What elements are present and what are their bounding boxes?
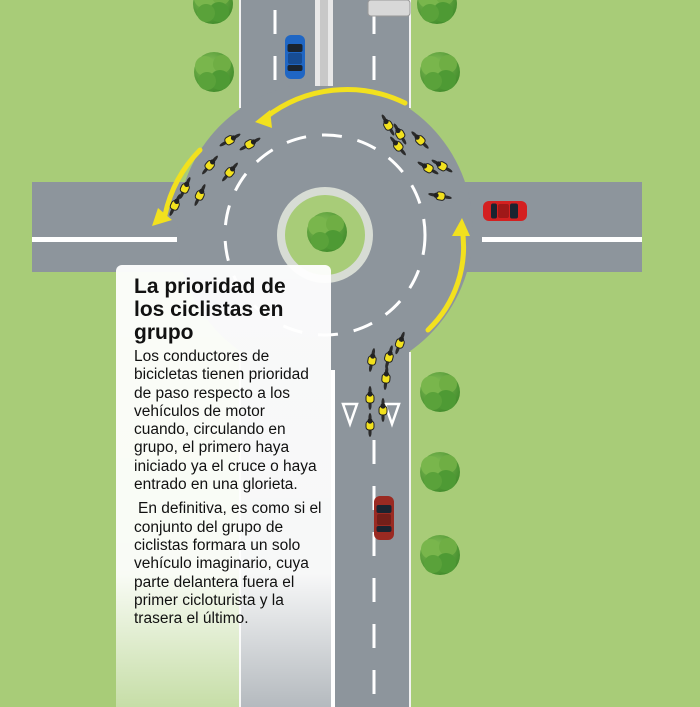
car-icon <box>285 35 305 79</box>
lane-line-left <box>32 237 177 242</box>
info-title: La prioridad de los ciclistas en grupo <box>134 275 286 344</box>
tree-icon <box>194 52 234 92</box>
info-paragraph-1: Los conductores de bicicletas tienen prioridad de paso respecto a los vehículos de motor cuando, circulando en grupo, el primero haya iniciado ya el cruce o haya entrado en una glorieta. <box>134 348 317 494</box>
tree-icon <box>420 372 460 412</box>
truck-partial <box>368 0 410 16</box>
info-paragraph-2: En definitiva, es como si el conjunto del grupo de ciclistas formara un solo vehículo imaginario, cuya parte delantera fuera el primer cicloturista y la trasera el último. <box>134 500 322 628</box>
info-box <box>116 265 331 707</box>
tree-icon <box>307 212 347 252</box>
car-icon <box>483 201 527 221</box>
lane-line-right <box>482 237 642 242</box>
tree-icon <box>420 535 460 575</box>
car-icon <box>374 496 394 540</box>
tree-icon <box>420 452 460 492</box>
tree-icon <box>420 52 460 92</box>
